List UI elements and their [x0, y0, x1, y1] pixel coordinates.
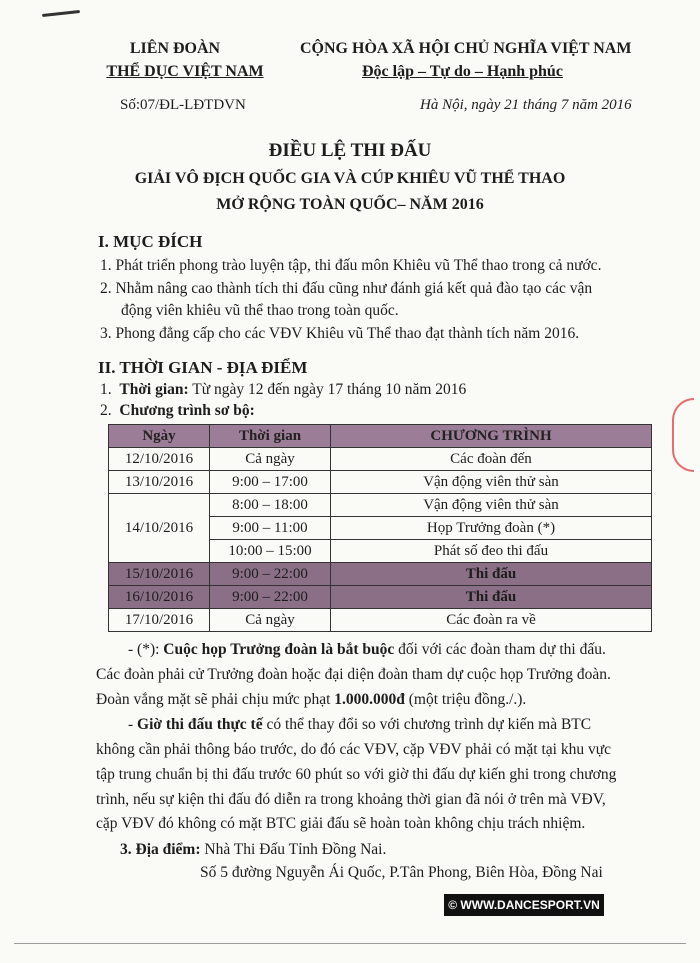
- cell-time: 10:00 – 15:00: [210, 540, 331, 563]
- col-program-header: CHƯƠNG TRÌNH: [331, 425, 652, 448]
- cell-date: 13/10/2016: [109, 471, 210, 494]
- cell-program: Vận động viên thử sàn: [331, 494, 652, 517]
- section1-item2-cont: động viên khiêu vũ thể thao trong toàn quốc.: [121, 302, 399, 319]
- red-stamp-edge: [672, 398, 694, 472]
- venue-line: [120, 841, 386, 859]
- note2-line4: trình, nếu sự kiện thi đấu đó diễn ra trong khoảng thời gian đã nói ở trên mà VĐV,: [96, 791, 606, 808]
- section1-item2: 2. Nhằm nâng cao thành tích thi đấu cũng như đánh giá kết quả đào tạo các vận: [100, 280, 593, 297]
- note2-rest: có thể thay đổi so với chương trình dự kiến mà BTC: [262, 716, 592, 733]
- dancesport-watermark: © WWW.DANCESPORT.VN: [444, 894, 604, 916]
- note1-line2: Các đoàn phải cử Trưởng đoàn hoặc đại diện đoàn tham dự cuộc họp Trưởng đoàn.: [96, 666, 611, 683]
- document-number: Số:07/ĐL-LĐTDVN: [120, 97, 246, 113]
- section1-heading: I. MỤC ĐÍCH: [98, 232, 203, 251]
- pen-mark: [42, 10, 80, 17]
- cell-program: Các đoàn đến: [331, 448, 652, 471]
- cell-date: 15/10/2016: [109, 563, 210, 586]
- cell-program: Vận động viên thử sàn: [331, 471, 652, 494]
- time-value: Từ ngày 12 đến ngày 17 tháng 10 năm 2016: [192, 381, 467, 398]
- cell-program-text: Họp Trưởng đoàn (*): [426, 519, 556, 536]
- cell-time: 9:00 – 17:00: [210, 471, 331, 494]
- note1-prefix: - (*):: [128, 641, 164, 658]
- col-date-header: Ngày: [109, 425, 210, 448]
- nation-motto: Độc lập – Tự do – Hạnh phúc: [362, 63, 563, 80]
- cell-date: 17/10/2016: [109, 609, 210, 632]
- time-label: Thời gian:: [119, 381, 189, 398]
- note2-line3: tập trung chuẩn bị thi đấu trước 60 phút so với giờ thi đấu dự kiến ghi trong chương: [96, 766, 617, 783]
- cell-program: [331, 517, 652, 540]
- cell-time: 8:00 – 18:00: [210, 494, 331, 517]
- cell-time: 9:00 – 22:00: [210, 563, 331, 586]
- note1-line3: [96, 691, 526, 709]
- cell-date: 16/10/2016: [109, 586, 210, 609]
- table-header-row: [109, 425, 652, 448]
- note2-prefix: -: [128, 716, 138, 733]
- note1-rest: đối với các đoàn tham dự thi đấu.: [394, 641, 606, 658]
- cell-date: 12/10/2016: [109, 448, 210, 471]
- note1-line1: [128, 641, 606, 659]
- program-line: 2. Chương trình sơ bộ:: [100, 402, 255, 419]
- document-title: ĐIỀU LỆ THI ĐẤU: [268, 140, 432, 161]
- place-date: Hà Nội, ngày 21 tháng 7 năm 2016: [420, 97, 632, 113]
- note2-line1: [128, 716, 591, 734]
- note2-line2: không cần phải thông báo trước, do đó các VĐV, cặp VĐV phải có mặt tại khu vực: [96, 741, 612, 758]
- time-line: 1. Thời gian: Từ ngày 12 đến ngày 17 tháng 10 năm 2016: [100, 381, 467, 398]
- note1-bold: Cuộc họp Trưởng đoàn là bắt buộc: [163, 641, 395, 658]
- cell-program: Phát số đeo thi đấu: [331, 540, 652, 563]
- note1-l3c: (một triệu đồng./.).: [404, 691, 527, 708]
- table-row-highlight: [109, 563, 652, 586]
- schedule-table: [108, 424, 652, 632]
- cell-program: Thi đấu: [331, 563, 652, 586]
- table-row: [109, 494, 652, 517]
- table-row: [109, 448, 652, 471]
- venue-name: Nhà Thi Đấu Tỉnh Đồng Nai.: [200, 841, 387, 858]
- cell-date: 14/10/2016: [109, 494, 210, 563]
- nation-title: CỘNG HÒA XÃ HỘI CHỦ NGHĨA VIỆT NAM: [300, 40, 632, 57]
- cell-time: Cả ngày: [210, 609, 331, 632]
- col-time-header: Thời gian: [210, 425, 331, 448]
- section1-item1: 1. Phát triển phong trào luyện tập, thi đấu môn Khiêu vũ Thể thao trong cả nước.: [100, 257, 602, 274]
- note2-line5: cặp VĐV đó không có mặt BTC giải đấu sẽ hoàn toàn không chịu trách nhiệm.: [96, 815, 586, 832]
- table-row: [109, 471, 652, 494]
- cell-time: Cả ngày: [210, 448, 331, 471]
- bottom-rule: [14, 943, 686, 944]
- note1-l3a: Đoàn vắng mặt sẽ phải chịu mức phạt: [96, 691, 335, 708]
- note1-fine: 1.000.000đ: [334, 691, 405, 708]
- cell-time: 9:00 – 22:00: [210, 586, 331, 609]
- cell-program: Các đoàn ra về: [331, 609, 652, 632]
- venue-address: Số 5 đường Nguyễn Ái Quốc, P.Tân Phong, Biên Hòa, Đồng Nai: [200, 864, 603, 881]
- cell-program: Thi đấu: [331, 586, 652, 609]
- note2-bold: Giờ thi đấu thực tế: [137, 716, 263, 733]
- section2-heading: II. THỜI GIAN - ĐỊA ĐIỂM: [98, 358, 308, 377]
- program-label: Chương trình sơ bộ:: [119, 402, 255, 419]
- section1-item3: 3. Phong đẳng cấp cho các VĐV Khiêu vũ Thể thao đạt thành tích năm 2016.: [100, 325, 580, 342]
- cell-time: 9:00 – 11:00: [210, 517, 331, 540]
- org-name-line2: THỂ DỤC VIỆT NAM: [106, 63, 264, 80]
- document-subtitle-2: MỞ RỘNG TOÀN QUỐC– NĂM 2016: [216, 196, 484, 213]
- venue-label: 3. Địa điểm:: [120, 841, 201, 858]
- org-name-line1: LIÊN ĐOÀN: [129, 40, 221, 57]
- table-row-highlight: [109, 586, 652, 609]
- document-subtitle-1: GIẢI VÔ ĐỊCH QUỐC GIA VÀ CÚP KHIÊU VŨ THỂ THAO: [134, 170, 566, 187]
- table-row: [109, 609, 652, 632]
